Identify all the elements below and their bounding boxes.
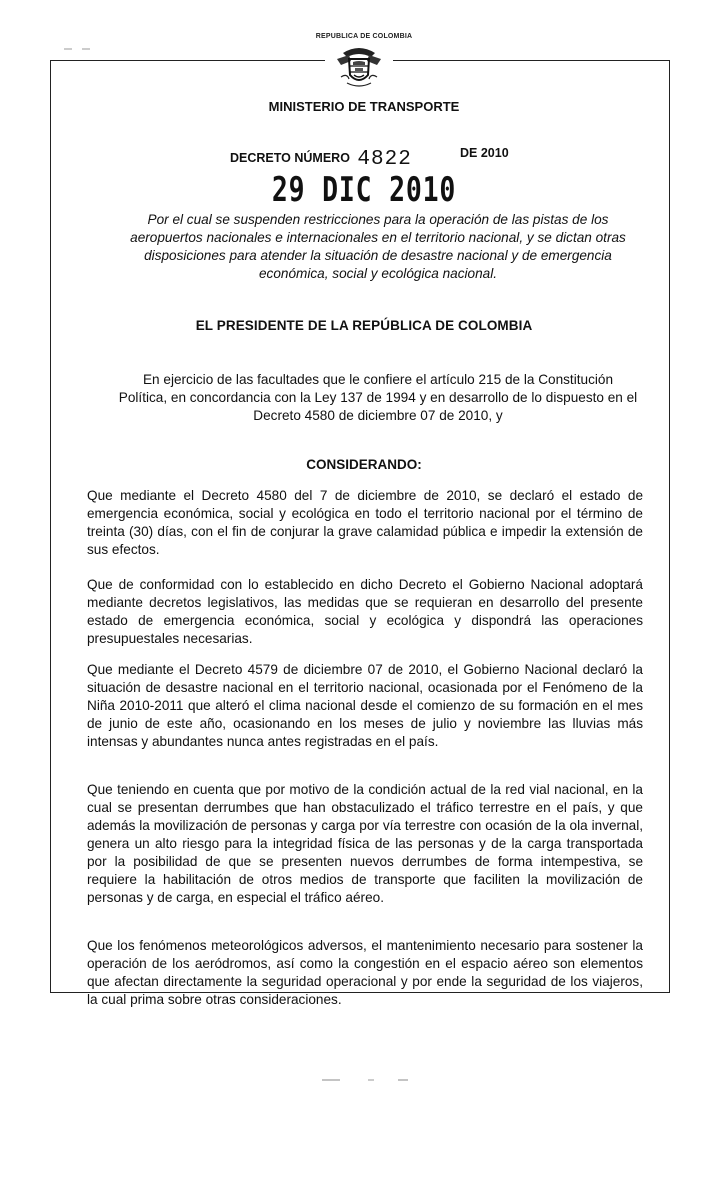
considerando-paragraph-3: Que mediante el Decreto 4579 de diciembre 07 de 2010, el Gobierno Nacional declaró la situación de desastre nacional en el territorio nacional, ocasionada por el Fenómeno de la Niña 2010-2011 que alteró el clima nacional desde el comienzo de su formación en el mes de junio de este año, ocasionando en los meses de julio y noviembre las lluvias más intensas y abundantes nunca antes registradas en el país. bbox=[87, 662, 643, 749]
considerando-paragraph-4: Que teniendo en cuenta que por motivo de la condición actual de la red vial nacional, en la cual se presentan derrumbes que han obstaculizado el tráfico terrestre en el país, y que además la movilización de personas y carga por vía terrestre con ocasión de la ola invernal, genera un alto riesgo para la integridad física de las personas y de la carga transportada por la posibilidad de que se presenten nuevos derrumbes de forma intempestiva, se requiere la habilitación de otros medios de transporte que faciliten la movilización de personas y de carga, en especial el tráfico aéreo. bbox=[87, 782, 643, 905]
decree-summary: Por el cual se suspenden restricciones para la operación de las pistas de los aeropuertos nacionales e internacionales en el territorio nacional, y se dictan otras disposiciones para atender la situación de desastre nacional y de emergencia económica, social y ecológica nacional. bbox=[130, 212, 626, 281]
decree-number-line bbox=[230, 146, 412, 169]
scan-mark bbox=[64, 48, 94, 50]
president-heading: EL PRESIDENTE DE LA REPÚBLICA DE COLOMBIA bbox=[195, 318, 533, 333]
considerando-paragraph-2: Que de conformidad con lo establecido en dicho Decreto el Gobierno Nacional adoptará mediante decretos legislativos, las medidas que se requieran en desarrollo del presente estado de emergencia económica, social y ecológica y dispondrá las operaciones presupuestales necesarias. bbox=[87, 577, 643, 646]
ministry-title: MINISTERIO DE TRANSPORTE bbox=[268, 99, 460, 114]
decree-year: DE 2010 bbox=[460, 146, 509, 160]
decree-label: DECRETO NÚMERO bbox=[230, 151, 350, 165]
considerando-paragraph-1: Que mediante el Decreto 4580 del 7 de diciembre de 2010, se declaró el estado de emergencia económica, social y ecológica en todo el territorio nacional por el término de treinta (30) días, con el fin de conjurar la grave calamidad pública e impedir la extensión de sus efectos. bbox=[87, 488, 643, 557]
considerando-paragraph-5: Que los fenómenos meteorológicos adversos, el mantenimiento necesario para sostener la operación de los aeródromos, así como la congestión en el espacio aéreo son elementos que afectan directamente la seguridad operacional y por ende la seguridad de los viajeros, la cual prima sobre otras consideraciones. bbox=[87, 938, 643, 1007]
considerando-heading: CONSIDERANDO: bbox=[306, 457, 422, 472]
coat-of-arms-icon bbox=[335, 43, 383, 91]
exercise-paragraph: En ejercicio de las facultades que le confiere el artículo 215 de la Constitución Política, en concordancia con la Ley 137 de 1994 y en desarrollo de lo dispuesto en el Decreto 4580 de diciembre 07 de 2010, y bbox=[118, 372, 638, 423]
scan-smudge bbox=[318, 1078, 418, 1082]
country-header: REPUBLICA DE COLOMBIA bbox=[315, 33, 413, 40]
date-stamp: 29 DIC 2010 bbox=[271, 170, 457, 210]
decree-number: 4822 bbox=[357, 148, 412, 171]
